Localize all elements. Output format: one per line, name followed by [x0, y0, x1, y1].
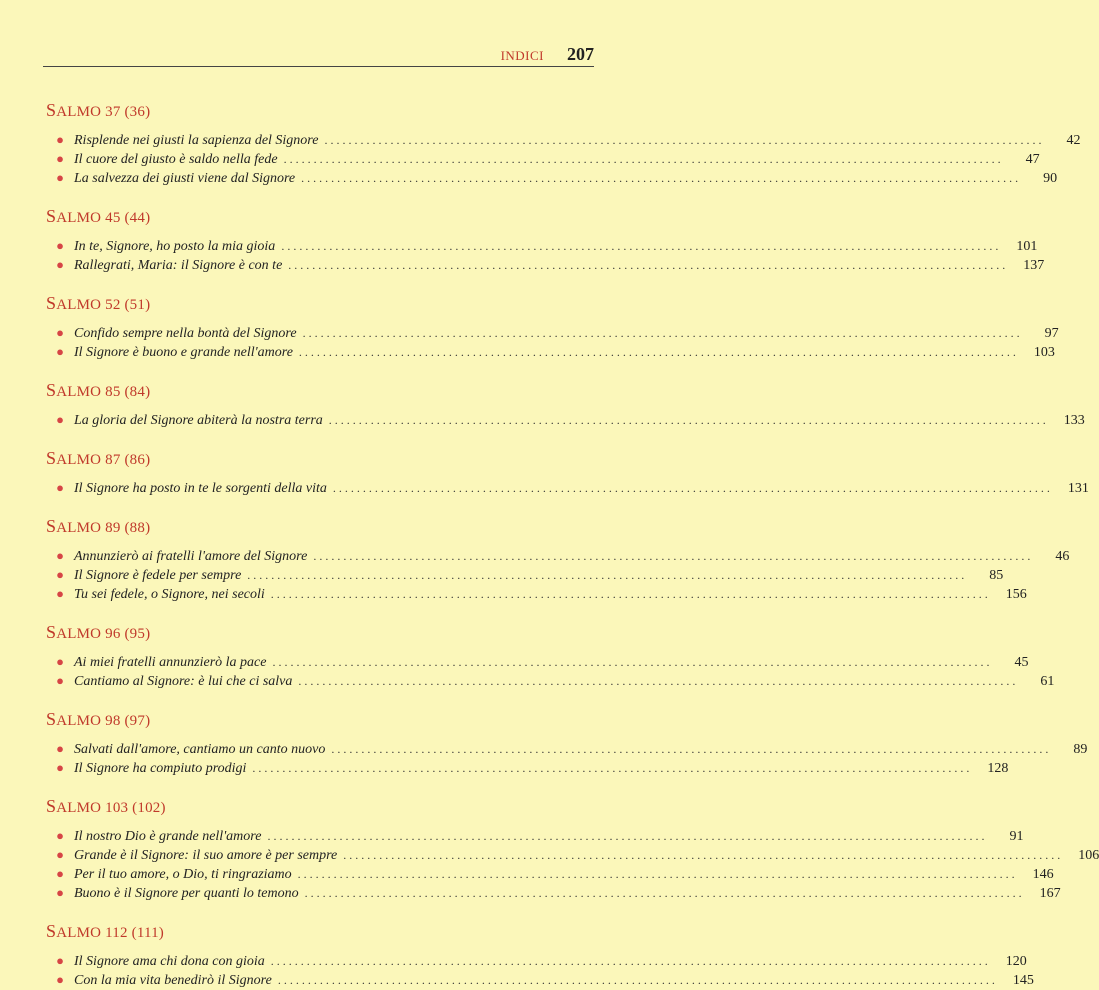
entry-list: [46, 410, 1085, 429]
dot-leader: ........................................................................................................................: [331, 742, 1052, 756]
dot-leader: ........................................................................................................................: [277, 973, 998, 987]
entry-title: Il Signore è buono e grande nell'amore: [74, 345, 293, 360]
entry-page-number: 120: [1005, 954, 1027, 969]
section-gap: [46, 429, 594, 448]
dot-leader: ........................................................................................................................: [343, 848, 1064, 862]
dot-leader: ........................................................................................................................: [332, 481, 1053, 495]
psalm-title: SALMO 52 (51): [46, 293, 151, 313]
psalm-index: [46, 100, 1099, 989]
dot-leader: ........................................................................................................................: [247, 568, 968, 582]
dot-leader: ........................................................................................................................: [297, 867, 1018, 881]
bullet-icon: ●: [56, 972, 64, 987]
entry-page-number: 137: [1023, 258, 1045, 273]
dot-leader: ........................................................................................................................: [281, 239, 1002, 253]
section-gap: [46, 187, 594, 206]
entry-title: Risplende nei giusti la sapienza del Signore: [74, 133, 319, 148]
index-entry: [46, 342, 1055, 361]
entry-page-number: 131: [1067, 481, 1089, 496]
entry-title: Con la mia vita benedirò il Signore: [74, 973, 272, 988]
psalm-section: [46, 516, 1070, 622]
dot-leader: ........................................................................................................................: [301, 171, 1022, 185]
entry-page-number: 146: [1032, 867, 1054, 882]
bullet-icon: ●: [56, 548, 64, 563]
entry-title: Salvati dall'amore, cantiamo un canto nuovo: [74, 742, 326, 757]
entry-page-number: 133: [1063, 413, 1085, 428]
psalm-section: [46, 293, 1059, 380]
entry-title: In te, Signore, ho posto la mia gioia: [74, 239, 276, 254]
entry-title: Grande è il Signore: il suo amore è per sempre: [74, 848, 338, 863]
index-entry: [46, 546, 1070, 565]
section-gap: [46, 902, 594, 921]
index-entry: [46, 323, 1059, 342]
index-entry: [46, 255, 1045, 274]
entry-list: [46, 739, 1088, 777]
psalm-title: SALMO 37 (36): [46, 100, 151, 120]
entry-page-number: 89: [1073, 742, 1088, 757]
entry-page-number: 85: [989, 568, 1004, 583]
entry-page-number: 101: [1016, 239, 1038, 254]
psalm-title: SALMO 87 (86): [46, 448, 151, 468]
psalm-section: [46, 380, 1085, 448]
dot-leader: ........................................................................................................................: [302, 326, 1023, 340]
section-gap: [46, 497, 594, 516]
dot-leader: ........................................................................................................................: [298, 674, 1019, 688]
dot-leader: ........................................................................................................................: [252, 761, 973, 775]
index-entry: [46, 149, 1040, 168]
psalm-title: SALMO 96 (95): [46, 622, 151, 642]
bullet-icon: ●: [56, 325, 64, 340]
index-entry: [46, 671, 1055, 690]
index-entry: [46, 236, 1038, 255]
entry-page-number: 128: [987, 761, 1009, 776]
entry-page-number: 46: [1055, 549, 1070, 564]
entry-title: Il Signore è fedele per sempre: [74, 568, 242, 583]
dot-leader: ........................................................................................................................: [298, 345, 1019, 359]
entry-page-number: 61: [1040, 674, 1055, 689]
bullet-icon: ●: [56, 741, 64, 756]
entry-title: Il Signore ama chi dona con gioia: [74, 954, 265, 969]
bullet-icon: ●: [56, 567, 64, 582]
index-entry: [46, 826, 1024, 845]
entry-list: [46, 951, 1034, 989]
psalm-section: [46, 448, 1089, 516]
bullet-icon: ●: [56, 828, 64, 843]
index-entry: [46, 951, 1027, 970]
entry-page-number: 106: [1078, 848, 1099, 863]
bullet-icon: ●: [56, 132, 64, 147]
index-entry: [46, 565, 1004, 584]
entry-list: [46, 826, 1099, 902]
bullet-icon: ●: [56, 412, 64, 427]
dot-leader: ........................................................................................................................: [324, 133, 1045, 147]
section-gap: [46, 603, 594, 622]
bullet-icon: ●: [56, 654, 64, 669]
section-gap: [46, 274, 594, 293]
entry-page-number: 145: [1012, 973, 1034, 988]
entry-list: [46, 478, 1089, 497]
bullet-icon: ●: [56, 257, 64, 272]
page-number: 207: [567, 44, 594, 64]
bullet-icon: ●: [56, 238, 64, 253]
entry-page-number: 167: [1039, 886, 1061, 901]
entry-list: [46, 323, 1059, 361]
psalm-title: SALMO 89 (88): [46, 516, 151, 536]
entry-page-number: 91: [1009, 829, 1024, 844]
dot-leader: ........................................................................................................................: [283, 152, 1004, 166]
psalm-title: SALMO 45 (44): [46, 206, 151, 226]
dot-leader: ........................................................................................................................: [304, 886, 1025, 900]
section-gap: [46, 777, 594, 796]
index-entry: [46, 410, 1085, 429]
bullet-icon: ●: [56, 480, 64, 495]
psalm-section: [46, 796, 1099, 921]
entry-title: Il Signore ha compiuto prodigi: [74, 761, 247, 776]
dot-leader: ........................................................................................................................: [270, 954, 991, 968]
index-entry: [46, 883, 1061, 902]
bullet-icon: ●: [56, 170, 64, 185]
psalm-section: [46, 622, 1055, 709]
index-entry: [46, 130, 1081, 149]
bullet-icon: ●: [56, 760, 64, 775]
index-entry: [46, 864, 1054, 883]
entry-list: [46, 546, 1070, 603]
bullet-icon: ●: [56, 586, 64, 601]
entry-list: [46, 236, 1045, 274]
entry-page-number: 90: [1043, 171, 1058, 186]
psalm-section: [46, 206, 1045, 293]
section-gap: [46, 361, 594, 380]
entry-page-number: 47: [1025, 152, 1040, 167]
dot-leader: ........................................................................................................................: [328, 413, 1049, 427]
entry-title: Per il tuo amore, o Dio, ti ringraziamo: [74, 867, 292, 882]
entry-title: La salvezza dei giusti viene dal Signore: [74, 171, 296, 186]
section-label: INDICI: [500, 48, 544, 63]
entry-page-number: 97: [1044, 326, 1059, 341]
dot-leader: ........................................................................................................................: [267, 829, 988, 843]
index-entry: [46, 584, 1027, 603]
dot-leader: ........................................................................................................................: [270, 587, 991, 601]
entry-page-number: 45: [1014, 655, 1029, 670]
bullet-icon: ●: [56, 673, 64, 688]
psalm-section: [46, 921, 1034, 989]
dot-leader: ........................................................................................................................: [313, 549, 1034, 563]
dot-leader: ........................................................................................................................: [288, 258, 1009, 272]
psalm-title: SALMO 103 (102): [46, 796, 166, 816]
entry-page-number: 156: [1005, 587, 1027, 602]
psalm-section: [46, 709, 1088, 796]
psalm-title: SALMO 112 (111): [46, 921, 165, 941]
entry-title: Il nostro Dio è grande nell'amore: [74, 829, 262, 844]
entry-title: Confido sempre nella bontà del Signore: [74, 326, 297, 341]
entry-page-number: 42: [1066, 133, 1081, 148]
page-header: [43, 44, 594, 67]
index-entry: [46, 168, 1058, 187]
index-entry: [46, 739, 1088, 758]
index-entry: [46, 845, 1099, 864]
bullet-icon: ●: [56, 847, 64, 862]
entry-title: Rallegrati, Maria: il Signore è con te: [74, 258, 283, 273]
psalm-title: SALMO 85 (84): [46, 380, 151, 400]
entry-title: Il Signore ha posto in te le sorgenti della vita: [74, 481, 327, 496]
dot-leader: ........................................................................................................................: [272, 655, 993, 669]
entry-title: Buono è il Signore per quanti lo temono: [74, 886, 299, 901]
entry-title: Annunzierò ai fratelli l'amore del Signore: [74, 549, 308, 564]
index-entry: [46, 970, 1034, 989]
psalm-title: SALMO 98 (97): [46, 709, 151, 729]
psalm-section: [46, 100, 1081, 206]
entry-list: [46, 130, 1081, 187]
entry-title: Tu sei fedele, o Signore, nei secoli: [74, 587, 265, 602]
index-entry: [46, 652, 1029, 671]
entry-title: Cantiamo al Signore: è lui che ci salva: [74, 674, 293, 689]
bullet-icon: ●: [56, 866, 64, 881]
bullet-icon: ●: [56, 344, 64, 359]
entry-list: [46, 652, 1055, 690]
index-entry: [46, 758, 1009, 777]
entry-title: Il cuore del giusto è saldo nella fede: [74, 152, 278, 167]
section-gap: [46, 690, 594, 709]
bullet-icon: ●: [56, 885, 64, 900]
entry-title: Ai miei fratelli annunzierò la pace: [74, 655, 267, 670]
entry-page-number: 103: [1033, 345, 1055, 360]
index-entry: [46, 478, 1089, 497]
bullet-icon: ●: [56, 953, 64, 968]
bullet-icon: ●: [56, 151, 64, 166]
entry-title: La gloria del Signore abiterà la nostra terra: [74, 413, 323, 428]
